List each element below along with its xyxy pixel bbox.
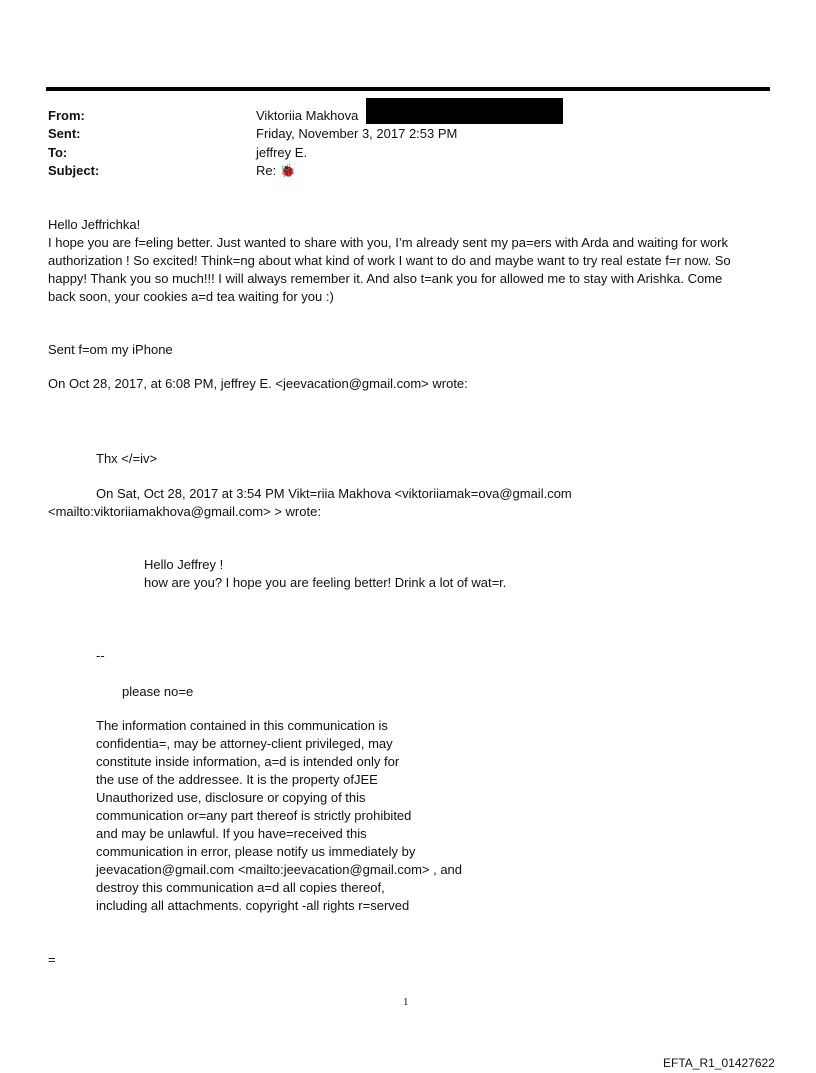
sent-label: Sent:	[48, 126, 81, 141]
inner-text: how are you? I hope you are feeling better! Drink a lot of wat=r.	[144, 575, 507, 590]
disclaimer-line: confidentia=, may be attorney-client privileged, may	[96, 736, 393, 751]
trailing-equals: =	[48, 952, 56, 967]
from-value: Viktoriia Makhova	[256, 108, 359, 123]
quote2-header-line2: <mailto:viktoriiamakhova@gmail.com> > wrote:	[48, 504, 321, 519]
disclaimer-line: the use of the addressee. It is the property ofJEE	[96, 772, 378, 787]
subject-value: Re: 🐞	[256, 163, 297, 178]
subject-label: Subject:	[48, 163, 100, 178]
sent-value: Friday, November 3, 2017 2:53 PM	[256, 126, 458, 141]
disclaimer-line: destroy this communication a=d all copies thereof,	[96, 880, 385, 895]
reply-text: Thx </=iv>	[96, 451, 158, 466]
greeting: Hello Jeffrichka!	[48, 217, 141, 232]
redaction-box	[366, 98, 563, 124]
from-label: From:	[48, 108, 85, 123]
paragraph-line: happy! Thank you so much!!! I will always remember it. And also t=ank you for allowed me to stay with Arishka. Come	[48, 271, 723, 286]
document-id: EFTA_R1_01427622	[663, 1056, 775, 1070]
separator: --	[96, 648, 105, 663]
quote2-header-line1: On Sat, Oct 28, 2017 at 3:54 PM Vikt=riia Makhova <viktoriiamak=ova@gmail.com	[96, 486, 572, 501]
please-note: please no=e	[122, 684, 194, 699]
paragraph-line: I hope you are f=eling better. Just wanted to share with you, I’m already sent my pa=ers with Arda and waiting for work	[48, 235, 728, 250]
disclaimer-line: and may be unlawful. If you have=received this	[96, 826, 367, 841]
disclaimer-line: including all attachments. copyright -all rights r=served	[96, 898, 410, 913]
page-number: 1	[403, 996, 409, 1008]
paragraph-line: authorization ! So excited! Think=ng about what kind of work I want to do and maybe want to try real estate f=r now. So	[48, 253, 731, 268]
message-paragraph	[48, 234, 773, 306]
inner-greeting: Hello Jeffrey !	[144, 557, 224, 572]
signature: Sent f=om my iPhone	[48, 342, 173, 357]
paragraph-line: back soon, your cookies a=d tea waiting for you :)	[48, 289, 334, 304]
to-value: jeffrey E.	[256, 145, 308, 160]
to-label: To:	[48, 145, 68, 160]
disclaimer-line: The information contained in this communication is	[96, 718, 388, 733]
disclaimer-line: constitute inside information, a=d is intended only for	[96, 754, 400, 769]
disclaimer-line: communication in error, please notify us immediately by	[96, 844, 416, 859]
disclaimer-line: Unauthorized use, disclosure or copying of this	[96, 790, 366, 805]
quote1-header: On Oct 28, 2017, at 6:08 PM, jeffrey E. <jeevacation@gmail.com> wrote:	[48, 376, 468, 391]
header-rule	[46, 87, 770, 91]
disclaimer-line: jeevacation@gmail.com <mailto:jeevacation@gmail.com> , and	[96, 862, 463, 877]
disclaimer-line: communication or=any part thereof is strictly prohibited	[96, 808, 412, 823]
